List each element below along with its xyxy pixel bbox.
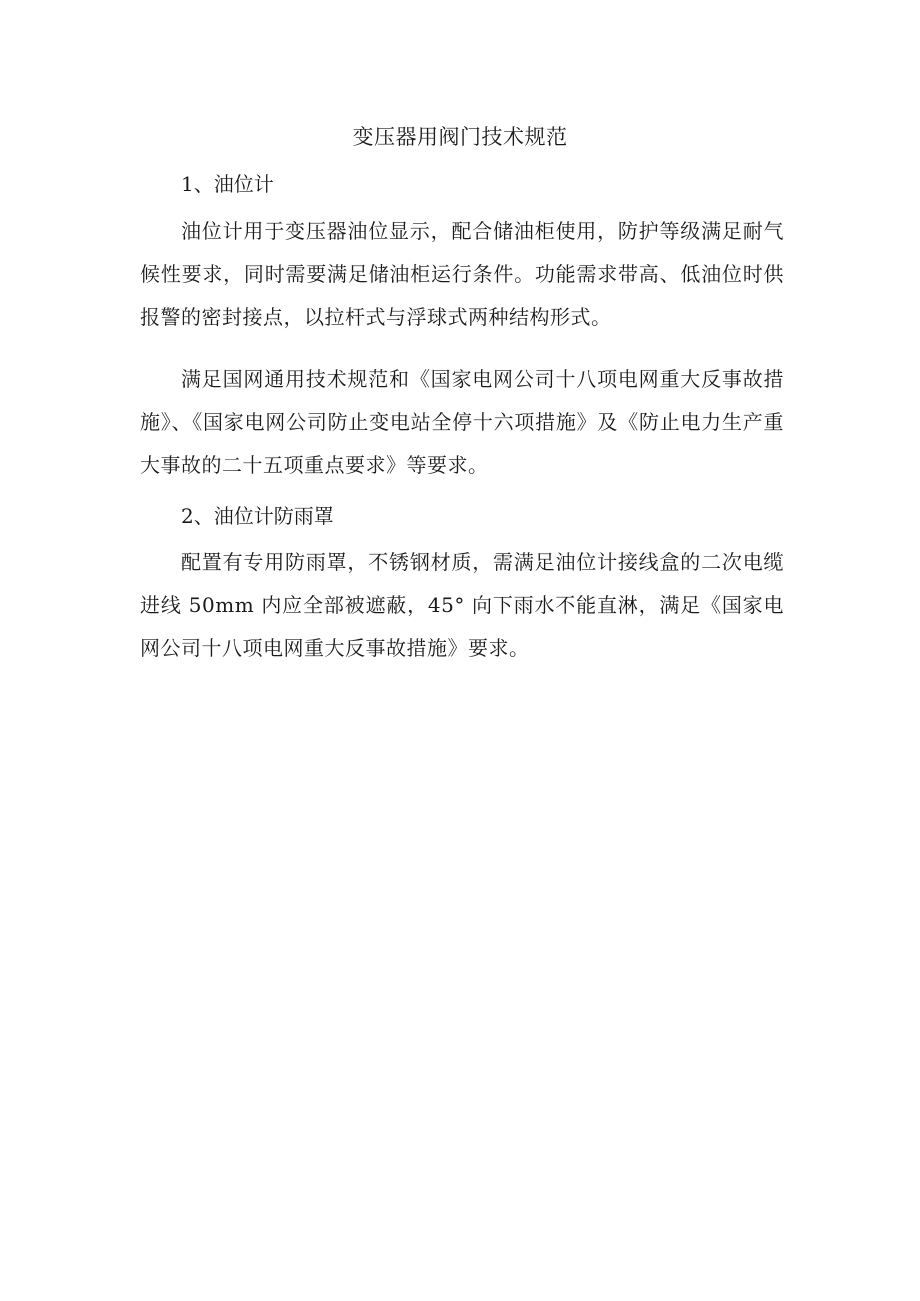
- paragraph-oil-level-gauge-standards: 满足国网通用技术规范和《国家电网公司十八项电网重大反事故措施》、《国家电网公司防止变电站全停十六项措施》及《防止电力生产重大事故的二十五项重点要求》等要求。: [140, 367, 784, 477]
- paragraph-oil-level-gauge-function: 油位计用于变压器油位显示，配合储油柜使用，防护等级满足耐气候性要求，同时需要满足储油柜运行条件。功能需求带高、低油位时供报警的密封接点，以拉杆式与浮球式两种结构形式。: [140, 219, 784, 329]
- document-title: 变压器用阀门技术规范: [352, 125, 568, 149]
- paragraph-rain-cover-requirements: 配置有专用防雨罩，不锈钢材质，需满足油位计接线盒的二次电缆进线 50mm 内应全部被遮蔽，45° 向下雨水不能直淋，满足《国家电网公司十八项电网重大反事故措施》要求。: [140, 550, 784, 660]
- section-heading-rain-cover: 2、油位计防雨罩: [181, 504, 334, 528]
- section-heading-oil-level-gauge: 1、油位计: [181, 172, 274, 196]
